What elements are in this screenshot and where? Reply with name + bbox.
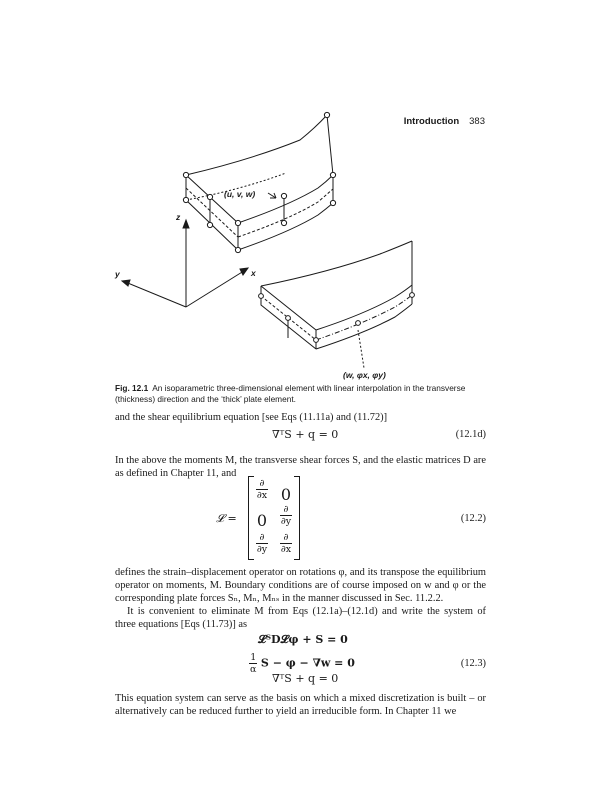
frac-numerator: 1 [250, 652, 257, 663]
matrix-partial: ∂ [256, 532, 268, 544]
matrix-zero: 0 [256, 511, 268, 530]
page-number: 383 [469, 116, 485, 127]
operator-matrix [248, 476, 300, 560]
label-y: y [115, 269, 120, 279]
matrix-zero: 0 [280, 485, 292, 504]
equation-12-1d: ∇ᵀS + q = 0 [272, 428, 339, 441]
label-x: x [251, 268, 256, 278]
figure-caption [115, 383, 495, 405]
equation-number-12-2: (12.2) [460, 513, 486, 524]
label-z: z [176, 212, 181, 222]
equation-12-3-line-3: ∇ᵀS + q = 0 [272, 672, 339, 685]
figure-12-1 [0, 0, 603, 380]
paragraph-5: This equation system can serve as the basis on which a mixed discretization is built – or alternatively can be reduced further to yield an irreducible form. In Chapter 11 we [115, 693, 486, 718]
equation-12-3-line-2-body: S − φ − ∇w = 0 [260, 656, 355, 670]
thick-plate-element [259, 241, 415, 368]
equation-12-3-line-1: 𝓛ᵀD𝓛φ + S = 0 [258, 633, 348, 646]
caption-text: An isoparametric three-dimensional element with linear interpolation in the transverse (thickness) direction and the ‘thick’ plate element. [115, 383, 466, 404]
coordinate-axes [122, 220, 248, 307]
equation-number-12-1d: (12.1d) [455, 429, 486, 440]
label-w-phi: (w, φx, φy) [343, 370, 386, 380]
isoparametric-element [183, 112, 335, 252]
equation-12-2-lhs: 𝓛 = [216, 512, 237, 525]
frac-denominator: α [250, 664, 257, 675]
caption-label: Fig. 12.1 [115, 383, 149, 393]
matrix-partial: ∂ [256, 478, 268, 490]
matrix-partial: ∂ [280, 532, 292, 544]
matrix-dx: ∂x [256, 490, 268, 501]
matrix-dy: ∂y [256, 544, 268, 555]
matrix-dx: ∂x [280, 544, 292, 555]
matrix-partial: ∂ [280, 504, 292, 516]
paragraph-3: defines the strain–displacement operator on rotations φ, and its transpose the equilibrium operator on moments, M. Boundary conditions are of course imposed on w and φ or the corresponding plate forces Sₙ, Mₙ, Mₙₛ in the manner discussed in Sec. 11.2.2. [115, 567, 486, 605]
equation-number-12-3: (12.3) [460, 658, 486, 669]
paragraph-2: In the above the moments M, the transverse shear forces S, and the elastic matrices D are as defined in Chapter 11, and [115, 455, 486, 480]
header-title: Introduction [403, 116, 460, 127]
paragraph-4: It is convenient to eliminate M from Eqs (12.1a)–(12.1d) and write the system of three equations [Eqs (11.73)] as [115, 606, 486, 631]
matrix-dy: ∂y [280, 516, 292, 527]
label-uvw: (u, v, w) [224, 189, 256, 199]
paragraph-1: and the shear equilibrium equation [see Eqs (11.11a) and (11.72)] [115, 412, 388, 423]
